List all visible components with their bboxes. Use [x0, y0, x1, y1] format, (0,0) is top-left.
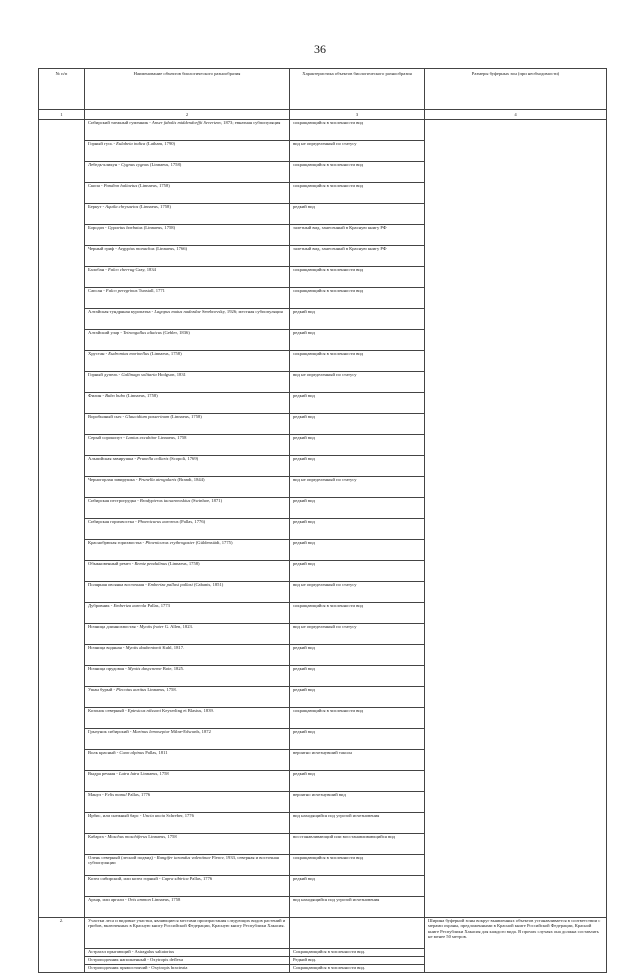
species-status: редкий вид: [290, 435, 425, 456]
species-status: редкий вид: [290, 330, 425, 351]
plant-name: Астрагал прыгающий - Astragalus saltatorius: [85, 949, 290, 957]
header-name: Наименование объектов биологического разнообразия: [85, 69, 290, 110]
species-status: редкий вид: [290, 666, 425, 687]
species-name: Ночница водяная - Myotis daubentonii Kuhl, 1817.: [85, 645, 290, 666]
header-zones: Размеры буферных зон (при необходимости): [425, 69, 607, 110]
species-name: Краснобрюхая горихвостка - Phoenicurus erythrogaster (Güldenstädt, 1775): [85, 540, 290, 561]
species-status: редкий вид: [290, 876, 425, 897]
species-status: редкий вид: [290, 204, 425, 225]
species-name: Полярная овсянка восточная - Emberiza pallasi pallasi (Cabanis, 1851): [85, 582, 290, 603]
species-name: Козонок северный - Eptesicus nilssoni Keyserling et Blasius, 1839.: [85, 708, 290, 729]
column-number: 3: [290, 110, 425, 120]
species-name: Обыкновенный ремез - Remiz pendulinus (Linnaeus, 1758): [85, 561, 290, 582]
species-status: редкий вид: [290, 393, 425, 414]
species-status: редкий вид: [290, 561, 425, 582]
species-status: сокращающийся в численности вид: [290, 162, 425, 183]
species-name: Манул - Felis manul Pallas, 1776: [85, 792, 290, 813]
species-name: Филин - Bubo bubo (Linnaeus, 1758): [85, 393, 290, 414]
plant-name: Остроподочник наполненный - Oxytropis deflexa: [85, 957, 290, 965]
column-number-row: [39, 110, 607, 120]
species-status: вид не определенный по статусу: [290, 141, 425, 162]
table-row: [39, 120, 607, 141]
column-number: 1: [39, 110, 85, 120]
species-name: Сибирская пестрогрудка - Bradypterus tacsanowskius (Swinhoe, 1871): [85, 498, 290, 519]
section2-number: 2.: [39, 918, 85, 973]
species-status: вероятно исчезнувший вид: [290, 792, 425, 813]
plant-status: Сокращающийся в численности вид.: [290, 965, 425, 973]
species-name: Архар, или аргали - Ovis ammon Linnaeus, 1758: [85, 897, 290, 918]
species-name: Сибирская горихвостка - Phoenicurus auroreus (Pallas, 1776): [85, 519, 290, 540]
species-name: Сапсан - Falco peregrinus Tunstall, 1771: [85, 288, 290, 309]
species-status: редкий вид: [290, 414, 425, 435]
species-status: залетный вид, занесенный в Красную книгу РФ: [290, 246, 425, 267]
species-status: редкий вид: [290, 729, 425, 750]
species-name: Волк красный - Cuon alpinus Pallas, 1811: [85, 750, 290, 771]
species-status: редкий вид: [290, 771, 425, 792]
species-status: редкий вид: [290, 309, 425, 330]
species-status: редкий вид: [290, 498, 425, 519]
species-status: залетный вид, занесенный в Красную книгу РФ: [290, 225, 425, 246]
species-name: Черногорлая завирушка - Prunella atrogularis (Brandt, 1844): [85, 477, 290, 498]
species-name: Алтайский улар - Tetraogallus altaicus (Gebler, 1836): [85, 330, 290, 351]
species-status: сокращающийся в численности вид: [290, 708, 425, 729]
section2-empty: [290, 918, 425, 949]
species-name: Альпийская завирушка - Prunella collaris (Scopoli, 1769): [85, 456, 290, 477]
biodiversity-table: [38, 68, 607, 973]
species-status: вид находящийся под угрозой исчезновения: [290, 897, 425, 918]
species-name: Ночница длиннохвостая - Myotis frater G. Allen, 1823.: [85, 624, 290, 645]
species-name: Воробьиный сыч - Glaucidium passerinum (Linnaeus, 1758): [85, 414, 290, 435]
species-status: редкий вид: [290, 687, 425, 708]
species-status: сокращающийся в численности вид: [290, 855, 425, 876]
species-name: Ирбис, или снежный барс - Uncia uncia Schreber, 1776: [85, 813, 290, 834]
species-status: редкий вид: [290, 645, 425, 666]
section2-buffer-zone: Ширина буферной зоны вокруг выявленных объектов устанавливается в соответствии с мерами охраны, предложенными в Красной книге Российской Федерации, Красной книге Республики Хакасия для каждого вида. В прочих случаях она должна составлять не менее 50 метров.: [425, 918, 607, 973]
plant-status: Редкий вид.: [290, 957, 425, 965]
header-num: № п/п: [39, 69, 85, 110]
species-name: Балобан - Falco cherrug Gray, 1834: [85, 267, 290, 288]
species-name: Хрустан - Eudromias morinellus (Linnaeus, 1758): [85, 351, 290, 372]
species-status: сокращающийся в численности вид: [290, 183, 425, 204]
species-status: редкий вид: [290, 519, 425, 540]
species-name: Кабарга - Moschus moschiferus Linnaeus, 1758: [85, 834, 290, 855]
species-status: вид не определенный по статусу: [290, 624, 425, 645]
species-name: Горный дупель - Gallinago solitaria Hodgson, 1831: [85, 372, 290, 393]
species-name: Черный гриф - Aegypius monachus (Linnaeus, 1766): [85, 246, 290, 267]
species-name: Лебедь-кликун - Cygnus cygnus (Linnaeus, 1758): [85, 162, 290, 183]
buffer-zone-cell: [425, 120, 607, 918]
species-name: Ушан бурый - Plecotus auritus Linnaeus, 1758.: [85, 687, 290, 708]
species-status: сокращающийся в численности вид: [290, 120, 425, 141]
species-status: сокращающийся в численности вид: [290, 351, 425, 372]
header-character: Характеристика объектов биологического разнообразия: [290, 69, 425, 110]
column-number: 4: [425, 110, 607, 120]
species-name: Ночница прудовая - Myotis dasycneme Boie, 1825.: [85, 666, 290, 687]
species-status: вид не определенный по статусу: [290, 372, 425, 393]
column-number: 2: [85, 110, 290, 120]
page-number: 36: [314, 42, 326, 56]
species-status: сокращающийся в численности вид: [290, 267, 425, 288]
species-status: сокращающийся в численности вид: [290, 288, 425, 309]
species-name: Олень северный (лесной подвид) - Rangifer tarandus valentinae Flerov, 1933, северная и восточная субпопуляции: [85, 855, 290, 876]
species-status: сокращающийся в численности вид: [290, 603, 425, 624]
species-name: Выдра речная - Lutra lutra Linnaeus, 1758: [85, 771, 290, 792]
species-name: Козел сибирский, или козел горный - Capra sibirica Pallas, 1776: [85, 876, 290, 897]
species-name: Скопа - Pandion haliaetus (Linnaeus, 1758): [85, 183, 290, 204]
species-status: вид не определенный по статусу: [290, 582, 425, 603]
plant-status: Сокращающийся в численности вид.: [290, 949, 425, 957]
species-name: Сибирский таежный гуменник - Anser fabalis middendorffii Severtzov, 1873; евнатная субпопуляция: [85, 120, 290, 141]
species-name: Дубровник - Emberiza aureola Pallas, 1773: [85, 603, 290, 624]
species-status: редкий вид: [290, 540, 425, 561]
species-status: вид не определенный по статусу: [290, 477, 425, 498]
species-status: вероятно исчезнувший таксон: [290, 750, 425, 771]
species-name: Алтайская тундряная куропатка - Lagopus mutus nadezdae Serebrovsky, 1926; местная субпопуляция: [85, 309, 290, 330]
species-name: Беркут - Aquila chrysaetos (Linnaeus, 1758): [85, 204, 290, 225]
species-name: Грызунок сибирский - Marinus lemosepiur Milne-Edwards, 1872: [85, 729, 290, 750]
species-status: восстанавливающий или восстанавливающийся вид: [290, 834, 425, 855]
species-name: Горный гусь - Eulabeia indica (Latham, 1790): [85, 141, 290, 162]
species-name: Бородач - Gypaetus barbatus (Linnaeus, 1758): [85, 225, 290, 246]
species-status: редкий вид: [290, 456, 425, 477]
species-status: вид находящийся под угрозой исчезновения: [290, 813, 425, 834]
species-name: Серый сорокопут - Lanius excubitor Linnaeus, 1758: [85, 435, 290, 456]
section2-title: Участки леса и видовые участки, являющиеся местами произрастания следующих видов растений и грибов, включенных в Красную книгу Российской Федерации, Красную книгу Республики Хакасия.: [85, 918, 290, 949]
row-number: [39, 120, 85, 918]
plant-name: Остроподочник прямостоячий - Oxytropis bracteata: [85, 965, 290, 973]
section2-row: [39, 918, 607, 949]
